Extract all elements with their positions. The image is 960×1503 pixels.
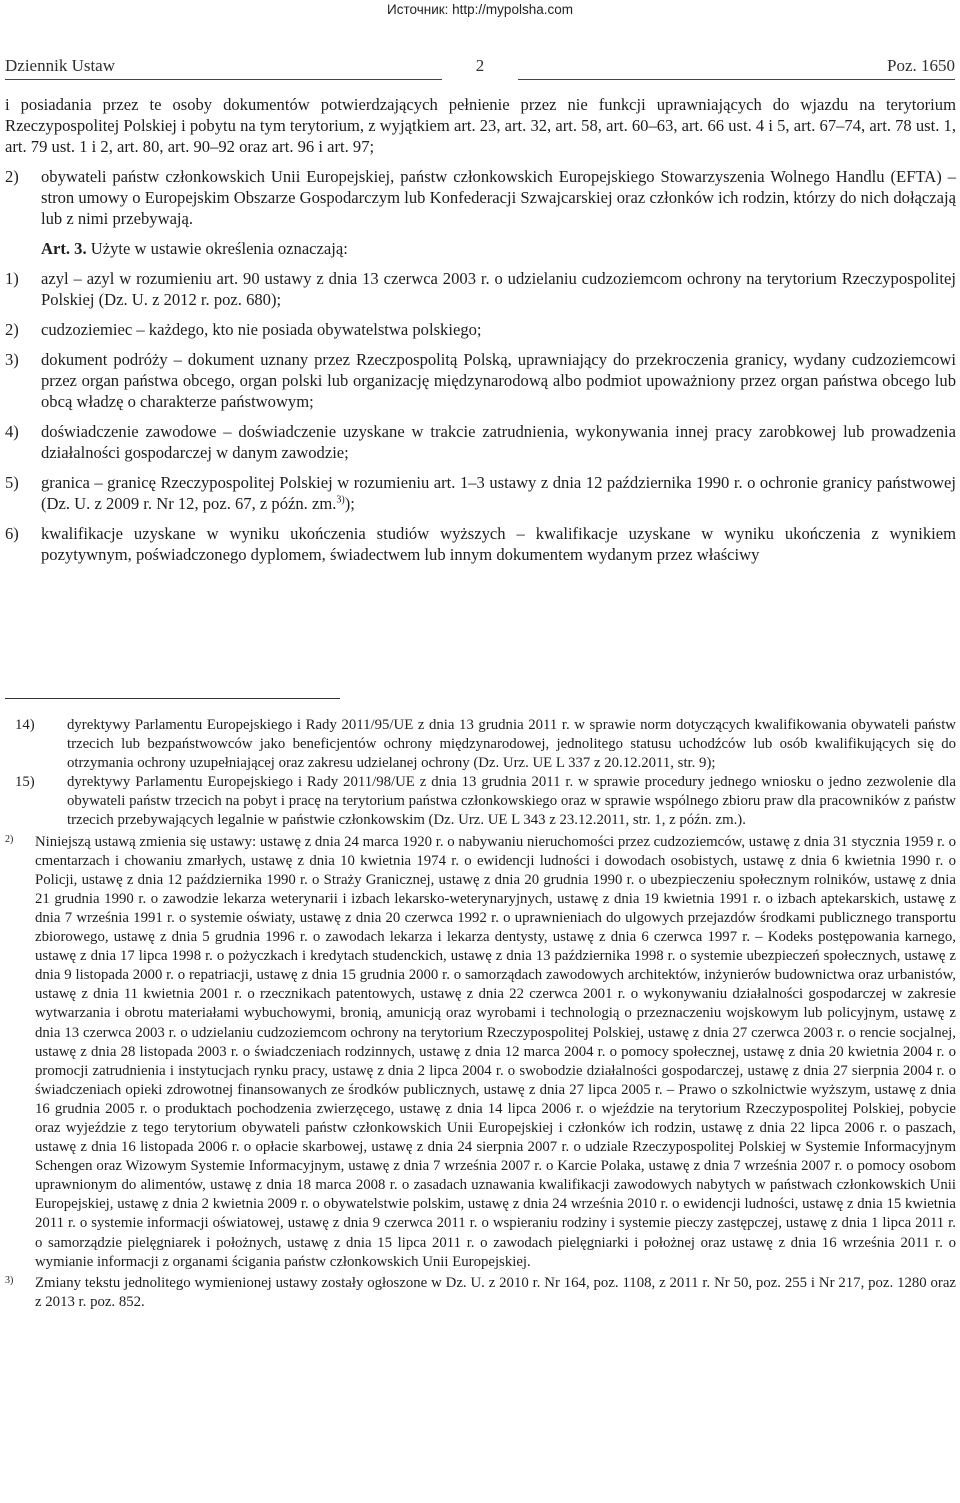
footnote-separator [5, 698, 340, 699]
definition-item [5, 319, 956, 340]
footnote-directive-item [5, 716, 956, 773]
definition-item [5, 349, 956, 412]
footnote-marker: 2) [5, 833, 14, 845]
footnote-text: Niniejszą ustawą zmienia się ustawy: ustawę z dnia 24 marca 1920 r. o nabywaniu nieruchomości przez cudzoziemców, ustawę z dnia 31 stycznia 1959 r. o cmentarzach i chowaniu zmarłych, ustawę z dnia 10 kwietnia 1974 r. o ewidencji ludności i dowodach osobistych, ustawę z dnia 6 kwietnia 1990 r. o Policji, ustawę z dnia 12 października 1990 r. o Straży Granicznej, ustawę z dnia 20 grudnia 1990 r. o ubezpieczeniu społecznym rolników, ustawę z dnia 21 grudnia 1990 r. o zawodzie lekarza weterynarii i izbach lekarsko-weterynaryjnych, ustawę z dnia 19 kwietnia 1991 r. o izbach aptekarskich, ustawę z dnia 7 września 1991 r. o systemie oświaty, ustawę z dnia 20 czerwca 1992 r. o uprawnieniach do ulgowych przejazdów środkami publicznego transportu zbiorowego, ustawę z dnia 5 grudnia 1996 r. o zawodach lekarza i lekarza dentysty, ustawę z dnia 6 czerwca 1997 r. – Kodeks postępowania karnego, ustawę z dnia 17 lipca 1998 r. o pożyczkach i kredytach studenckich, ustawę z dnia 13 października 1998 r. o systemie ubezpieczeń społecznych, ustawę z dnia 9 listopada 2000 r. o repatriacji, ustawę z dnia 15 grudnia 2000 r. o samorządach zawodowych architektów, inżynierów budownictwa oraz urbanistów, ustawę z dnia 11 kwietnia 2001 r. o rzecznikach patentowych, ustawę z dnia 22 czerwca 2001 r. o wykonywaniu działalności gospodarczej w zakresie wytwarzania i obrotu materiałami wybuchowymi, bronią, amunicją oraz wyrobami i technologią o przeznaczeniu wojskowym lub policyjnym, ustawę z dnia 13 czerwca 2003 r. o udzielaniu cudzoziemcom ochrony na terytorium Rzeczypospolitej Polskiej, ustawę z dnia 27 czerwca 2003 r. o rencie socjalnej, ustawę z dnia 28 listopada 2003 r. o świadczeniach rodzinnych, ustawę z dnia 12 marca 2004 r. o pomocy społecznej, ustawę z dnia 20 kwietnia 2004 r. o promocji zatrudnienia i instytucjach rynku pracy, ustawę z dnia 2 lipca 2004 r. o swobodzie działalności gospodarczej, ustawę z dnia 27 sierpnia 2004 r. o świadczeniach opieki zdrowotnej finansowanych ze środków publicznych, ustawę z dnia 27 lipca 2005 r. – Prawo o szkolnictwie wyższym, ustawę z dnia 16 grudnia 2005 r. o produktach pochodzenia zwierzęcego, ustawę z dnia 14 lipca 2006 r. o wjeździe na terytorium Rzeczypospolitej Polskiej, pobycie oraz wyjeździe z tego terytorium obywateli państw członkowskich Unii Europejskiej i członków ich rodzin, ustawę z dnia 22 lipca 2006 r. o paszach, ustawę z dnia 16 listopada 2006 r. o opłacie skarbowej, ustawę z dnia 24 sierpnia 2007 r. o udziale Rzeczypospolitej Polskiej w Systemie Informacyjnym Schengen oraz Wizowym Systemie Informacyjnym, ustawę z dnia 7 września 2007 r. o Karcie Polaka, ustawę z dnia 7 września 2007 r. o pomocy osobom uprawnionym do alimentów, ustawę z dnia 18 marca 2008 r. o zasadach uznawania kwalifikacji zawodowych nabytych w państwach członkowskich Unii Europejskiej, ustawę z dnia 2 kwietnia 2009 r. o obywatelstwie polskim, ustawę z dnia 24 września 2010 r. o ewidencji ludności, ustawę z dnia 15 kwietnia 2011 r. o systemie informacji oświatowej, ustawę z dnia 9 czerwca 2011 r. o wspieraniu rodziny i systemie pieczy zastępczej, ustawę z dnia 1 lipca 2011 r. o samorządzie pielęgniarek i położnych, ustawę z dnia 15 lipca 2011 r. o zawodach pielęgniarki i położnej oraz ustawę z dnia 16 września 2011 r. o wymianie informacji z organami ścigania państw członkowskich Unii Europejskiej. [35, 833, 956, 1270]
article-intro: Użyte w ustawie określenia oznaczają: [90, 239, 348, 258]
definition-text: dokument podróży – dokument uznany przez Rzeczpospolitą Polską, uprawniający do przekroczenia granicy, wydany cudzoziemcowi przez organ państwa obcego, organ polski lub organizację międzynarodową albo podmiot upoważniony przez organ państwa obcego lub obcą władzę o charakterze państwowym; [41, 350, 956, 411]
definition-number: 4) [5, 422, 19, 441]
page-number: 2 [475, 56, 485, 75]
definition-text: kwalifikacje uzyskane w wyniku ukończenia studiów wyższych – kwalifikacje uzyskane w wyniku ukończenia z wynikiem pozytywnym, poświadczonego dyplomem, świadectwem lub innym dokumentem wydanym przez właściwy [41, 524, 956, 564]
definition-item [5, 523, 956, 565]
main-text [5, 94, 956, 574]
footnote-ref: 3) [336, 494, 345, 506]
definition-number: 3) [5, 350, 19, 369]
footnote-text: Zmiany tekstu jednolitego wymienionej ustawy zostały ogłoszone w Dz. U. z 2010 r. Nr 164, poz. 1108, z 2011 r. Nr 50, poz. 255 i Nr 217, poz. 1280 oraz z 2013 r. poz. 852. [35, 1274, 956, 1310]
definition-text: azyl – azyl w rozumieniu art. 90 ustawy z dnia 13 czerwca 2003 r. o udzielaniu cudzoziemcom ochrony na terytorium Rzeczypospolitej Polskiej (Dz. U. z 2012 r. poz. 680); [41, 269, 956, 309]
definition-item [5, 472, 956, 514]
directive-text: dyrektywy Parlamentu Europejskiego i Rady 2011/98/UE z dnia 13 grudnia 2011 r. w sprawie procedury jednego wniosku o jedno zezwolenie dla obywateli państw trzecich na pobyt i pracę na terytorium państwa członkowskiego oraz w sprawie wspólnego zbioru praw dla pracowników z państw trzecich przebywających legalnie w państwie członkowskim (Dz. Urz. UE L 343 z 23.12.2011, str. 1, z późn. zm.). [67, 774, 956, 829]
definition-number: 2) [5, 320, 19, 339]
footnote-3 [5, 1274, 956, 1312]
footnote-2 [5, 833, 956, 1272]
point-number: 2) [5, 167, 19, 186]
definition-number: 6) [5, 524, 19, 543]
directive-number: 15) [15, 774, 35, 791]
directive-number: 14) [15, 717, 35, 733]
article-label: Art. 3. [41, 239, 87, 258]
footnotes [5, 716, 956, 1312]
definition-item [5, 268, 956, 310]
continuation-paragraph: i posiadania przez te osoby dokumentów potwierdzających pełnienie przez nie funkcji uprawniających do wjazdu na terytorium Rzeczypospolitej Polskiej i pobytu na tym terytorium, z wyjątkiem art. 23, art. 32, art. 58, art. 60–63, art. 66 ust. 4 i 5, art. 67–74, art. 78 ust. 1, art. 79 ust. 1 i 2, art. 80, art. 90–92 oraz art. 96 i art. 97; [5, 95, 956, 156]
point-2 [5, 166, 956, 229]
definition-text: granica – granicę Rzeczypospolitej Polskiej w rozumieniu art. 1–3 ustawy z dnia 12 października 1990 r. o ochronie granicy państwowej (Dz. U. z 2009 r. Nr 12, poz. 67, z późn. zm. [41, 473, 956, 513]
definition-text: doświadczenie zawodowe – doświadczenie uzyskane w trakcie zatrudnienia, wykonywania innej pracy zarobkowej lub prowadzenia działalności gospodarczej w danym zawodzie; [41, 422, 956, 462]
header-rule-gap [442, 78, 518, 82]
source-watermark: Источник: http://mypolsha.com [387, 2, 573, 17]
directive-text: dyrektywy Parlamentu Europejskiego i Rady 2011/95/UE z dnia 13 grudnia 2011 r. w sprawie norm dotyczących kwalifikowania obywateli państw trzecich lub bezpaństwowców jako beneficjentów ochrony międzynarodowej, jednolitego statusu uchodźców lub osób kwalifikujących się do otrzymania ochrony uzupełniającej oraz zakresu udzielanej ochrony (Dz. Urz. UE L 337 z 20.12.2011, str. 9); [67, 717, 956, 772]
page-header [5, 56, 955, 80]
definition-item [5, 421, 956, 463]
footnote-directive-item [5, 773, 956, 830]
footnote-marker: 3) [5, 1274, 14, 1286]
article-3 [5, 238, 956, 259]
definition-number: 1) [5, 269, 19, 288]
definition-number: 5) [5, 473, 19, 492]
position-number: Poz. 1650 [887, 56, 955, 75]
definition-tail: ); [344, 494, 355, 513]
definition-text: cudzoziemiec – każdego, kto nie posiada obywatelstwa polskiego; [41, 320, 482, 339]
point-text: obywateli państw członkowskich Unii Europejskiej, państw członkowskich Europejskiego Stowarzyszenia Wolnego Handlu (EFTA) – stron umowy o Europejskim Obszarze Gospodarczym lub Konfederacji Szwajcarskiej oraz członków ich rodzin, którzy do nich dołączają lub z nimi przebywają. [41, 167, 956, 228]
journal-title: Dziennik Ustaw [5, 56, 116, 75]
